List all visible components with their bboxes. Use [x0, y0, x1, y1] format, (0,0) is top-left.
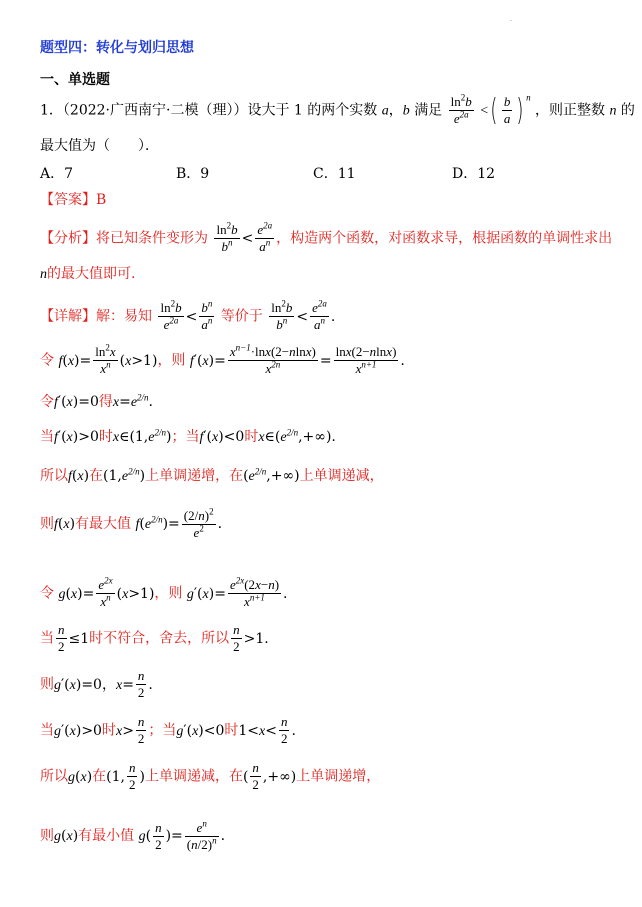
- detail-line-10: 当g′(x)>0时x> $\frac{n}{2}$ ；当g′(x)<0时1<x< $\frac{n}{2}$ .: [40, 714, 296, 746]
- answer-line: 【答案】B: [40, 192, 107, 208]
- detail-line-2: 令 f(x)= $\frac{\ln^2x}{x^n}$ (x>1)，则 f′(x)= $\frac{x^{n-1}\cdot\ln x(2-nlnx)}{x^{2n}}$ = $\frac{\ln x(2-nlnx)}{x^{n+1}}$ .: [40, 342, 405, 376]
- detail-line-8: 当 $\frac{n}{2}$ ≤1时不符合，舍去，所以 $\frac{n}{2}$ >1.: [40, 622, 269, 654]
- detail-line-5: 所以f(x)在$(1,e^{2/n})$上单调递增，在$(e^{2/n},+\infty)$上单调递减，: [40, 466, 384, 484]
- question-line-2: 最大值为（ ）．: [40, 138, 159, 154]
- condition-fraction-left: $\frac{\ln^2b}{e^{2a}}$: [450, 92, 472, 126]
- analysis-line-2: n的最大值即可.: [40, 266, 136, 282]
- detail-line-12: 则g(x)有最小值 g( $\frac{n}{2}$ )= $\frac{e^n}{(n/2)^n}$ .: [40, 818, 226, 852]
- condition-fraction-right: $\frac{b}{a}$: [503, 94, 511, 126]
- question-line-1: 1．（2022·广西南宁·二模（理））设大于 1 的两个实数 a，b 满足 $\frac{\ln^2b}{e^{2a}}$ <( $\frac{b}{a}$ ) $^n$ ，则正整数 n 的: [40, 92, 635, 128]
- detail-line-6: 则f(x)有最大值 $f(e^{2/n})=$ $\frac{(2/n)^2}{e^2}$ .: [40, 506, 223, 540]
- detail-line-4: 当f′(x)>0时$x\in(1,e^{2/n})$；当f′(x)<0时$x\in(e^{2/n},+\infty)$.: [40, 427, 336, 445]
- subsection-title: 一、单选题: [40, 72, 110, 88]
- option-b: B．9: [176, 166, 210, 182]
- section-heading: 题型四：转化与划归思想: [40, 40, 194, 56]
- analysis-line-1: 【分析】将已知条件变形为 $\frac{\ln^2b}{b^n}$ < $\frac{e^{2a}}{a^n}$ ，构造两个函数，对函数求导，根据函数的单调性求出: [40, 220, 613, 254]
- detail-line-9: 则g′(x)=0，x= $\frac{n}{2}$ .: [40, 668, 153, 700]
- detail-line-7: 令 g(x)= $\frac{e^{2x}}{x^n}$ (x>1)，则 g′(x)= $\frac{e^{2x}(2x-n)}{x^{n+1}}$ .: [40, 575, 288, 609]
- detail-line-11: 所以g(x)在(1, $\frac{n}{2}$ )上单调递减，在( $\frac{n}{2}$ ,+∞)上单调递增，: [40, 760, 381, 792]
- option-c: C．11: [313, 166, 356, 182]
- detail-line-1: 【详解】解：易知 $\frac{\ln^2b}{e^{2a}}$ < $\frac{b^n}{a^n}$ 等价于 $\frac{\ln^2b}{b^n}$ < $\frac{e^{2a}}{a^n}$ .: [40, 298, 336, 332]
- corner-mark: ·: [510, 18, 512, 25]
- detail-line-3: 令f′(x)=0得$x=e^{2/n}$.: [40, 392, 153, 410]
- option-d: D．12: [452, 166, 496, 182]
- option-a: A．7: [40, 166, 74, 182]
